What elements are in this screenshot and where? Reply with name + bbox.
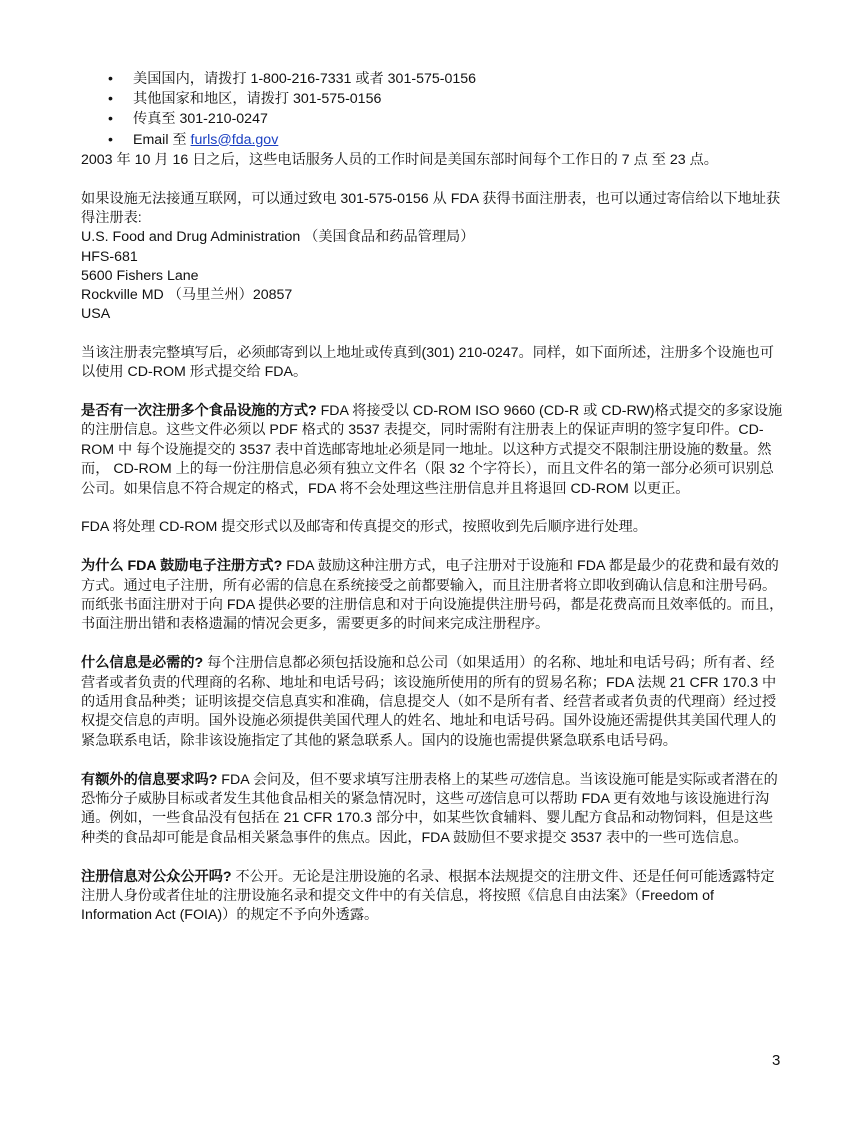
mailing-address	[81, 228, 787, 324]
optional-term: 可选	[508, 771, 537, 788]
why-electronic-answer: FDA 鼓励这种注册方式，电子注册对于设施和 FDA 都是最少的花费和最有效的方式。通过电子注册，所有必需的信息在系统接受之前都要输入，而且注册者将立即收到确认信息和注册号码。而纸张书面注册对于向 FDA 提供必要的注册信息和对于向设施提供注册号码，都是花费高而且效率低的。而且，书面注册出错和表格遗漏的情况会更多，需要更多的时间来完成注册程序。	[81, 558, 784, 633]
why-electronic-question: 为什么 FDA 鼓励电子注册方式?	[81, 558, 283, 575]
contact-item-email	[81, 131, 787, 151]
address-line: U.S. Food and Drug Administration （美国食品和药品管理局）	[81, 229, 475, 246]
extra-info-paragraph	[81, 771, 787, 849]
address-line: USA	[81, 306, 111, 323]
multi-facility-paragraph	[81, 402, 787, 499]
contact-item-intl-phone: • 其他国家和地区，请拨打 301-575-0156	[81, 90, 787, 110]
multi-facility-question: 是否有一次注册多个食品设施的方式?	[81, 402, 317, 419]
multi-facility-answer: FDA 将接受以 CD-ROM ISO 9660 (CD-R 或 CD-RW)格式提交的多家设施的注册信息。这些文件必须以 PDF 格式的 3537 表提交，同时需附有注册表上的保证声明的签字复印件。CD-ROM 中 每个设施提交的 3537 表中首选邮寄地址必须是同一地址。以这种方式提交不限制注册设施的数量。然而， CD-ROM 上的每一份注册信息必须有独立文件名（限 32 个字符长），而且文件名的第一部分必须可识别总公司。如果信息不符合规定的格式，FDA 将不会处理这些注册信息并且将退回 CD-ROM 以更正。	[81, 402, 783, 497]
document-body	[81, 70, 787, 926]
public-disclosure-question: 注册信息对公众公开吗?	[81, 868, 232, 885]
public-disclosure-answer: 不公开。无论是注册设施的名录、根据本法规提交的注册文件、还是任何可能透露特定注册人身份或者住址的注册设施名录和提交文件中的有关信息，将按照《信息自由法案》（Freedom of Information Act (FOIA)）的规定不予向外透露。	[81, 868, 775, 924]
contact-item-fax: • 传真至 301-210-0247	[81, 110, 787, 130]
address-line: 5600 Fishers Lane	[81, 267, 199, 284]
extra-info-answer-part: FDA 会问及，但不要求填写注册表格上的某些	[217, 771, 509, 788]
public-disclosure-paragraph	[81, 868, 787, 926]
extra-info-answer-part: 信息。当该设施可能是实际或者潜在的恐怖分子威胁目标或者发生其他食品相关的紧急情况时，这些	[81, 771, 778, 808]
extra-info-answer-part: 信息可以帮助 FDA 更有效地与该设施进行沟通。例如，一些食品没有包括在 21 CFR 170.3 部分中，如某些饮食辅料、婴儿配方食品和动物饲料，但是这些种类的食品却可能是食品相关紧急事件的焦点。因此，FDA 鼓励但不要求提交 3537 表中的一些可选信息。	[81, 791, 774, 846]
extra-info-question: 有额外的信息要求吗?	[81, 771, 218, 788]
required-info-answer: 每个注册信息都必须包括设施和总公司（如果适用）的名称、地址和电话号码；所有者、经营者或者负责的代理商的名称、地址和电话号码；该设施所使用的所有的贸易名称；FDA 法规 21 CFR 170.3 中的适用食品种类；证明该提交信息真实和准确，信息提交人（如不是所有者、经营者或者负责的代理商）经过授权提交信息的声明。国外设施必须提供美国代理人的姓名、地址和电话号码。国外设施还需提供其美国代理人的紧急联系电话，除非该设施指定了其他的紧急联系人。国内的设施也需提供紧急联系电话号码。	[81, 655, 777, 749]
contact-item-us-phone: • 美国国内，请拨打 1-800-216-7331 或者 301-575-0156	[81, 70, 787, 90]
hours-note: 2003 年 10 月 16 日之后，这些电话服务人员的工作时间是美国东部时间每个工作日的 7 点 至 23 点。	[81, 151, 718, 168]
contact-list	[81, 70, 787, 151]
required-info-question: 什么信息是必需的?	[81, 655, 204, 672]
address-line: Rockville MD （马里兰州）20857	[81, 286, 293, 303]
completed-form-paragraph: 当该注册表完整填写后，必须邮寄到以上地址或传真到(301) 210-0247。同样，如下面所述，注册多个设施也可以使用 CD-ROM 形式提交给 FDA。	[81, 344, 774, 381]
why-electronic-paragraph	[81, 557, 787, 635]
required-info-paragraph	[81, 654, 787, 751]
page-number: 3	[772, 1052, 781, 1069]
email-prefix: Email 至	[133, 131, 191, 148]
no-internet-paragraph: 如果设施无法接通互联网，可以通过致电 301-575-0156 从 FDA 获得书面注册表，也可以通过寄信给以下地址获得注册表:	[81, 190, 781, 226]
address-line: HFS-681	[81, 248, 138, 265]
processing-order-paragraph: FDA 将处理 CD-ROM 提交形式以及邮寄和传真提交的形式，按照收到先后顺序进行处理。	[81, 519, 647, 536]
optional-term: 可选	[464, 791, 493, 808]
email-link[interactable]: furls@fda.gov	[190, 131, 279, 148]
